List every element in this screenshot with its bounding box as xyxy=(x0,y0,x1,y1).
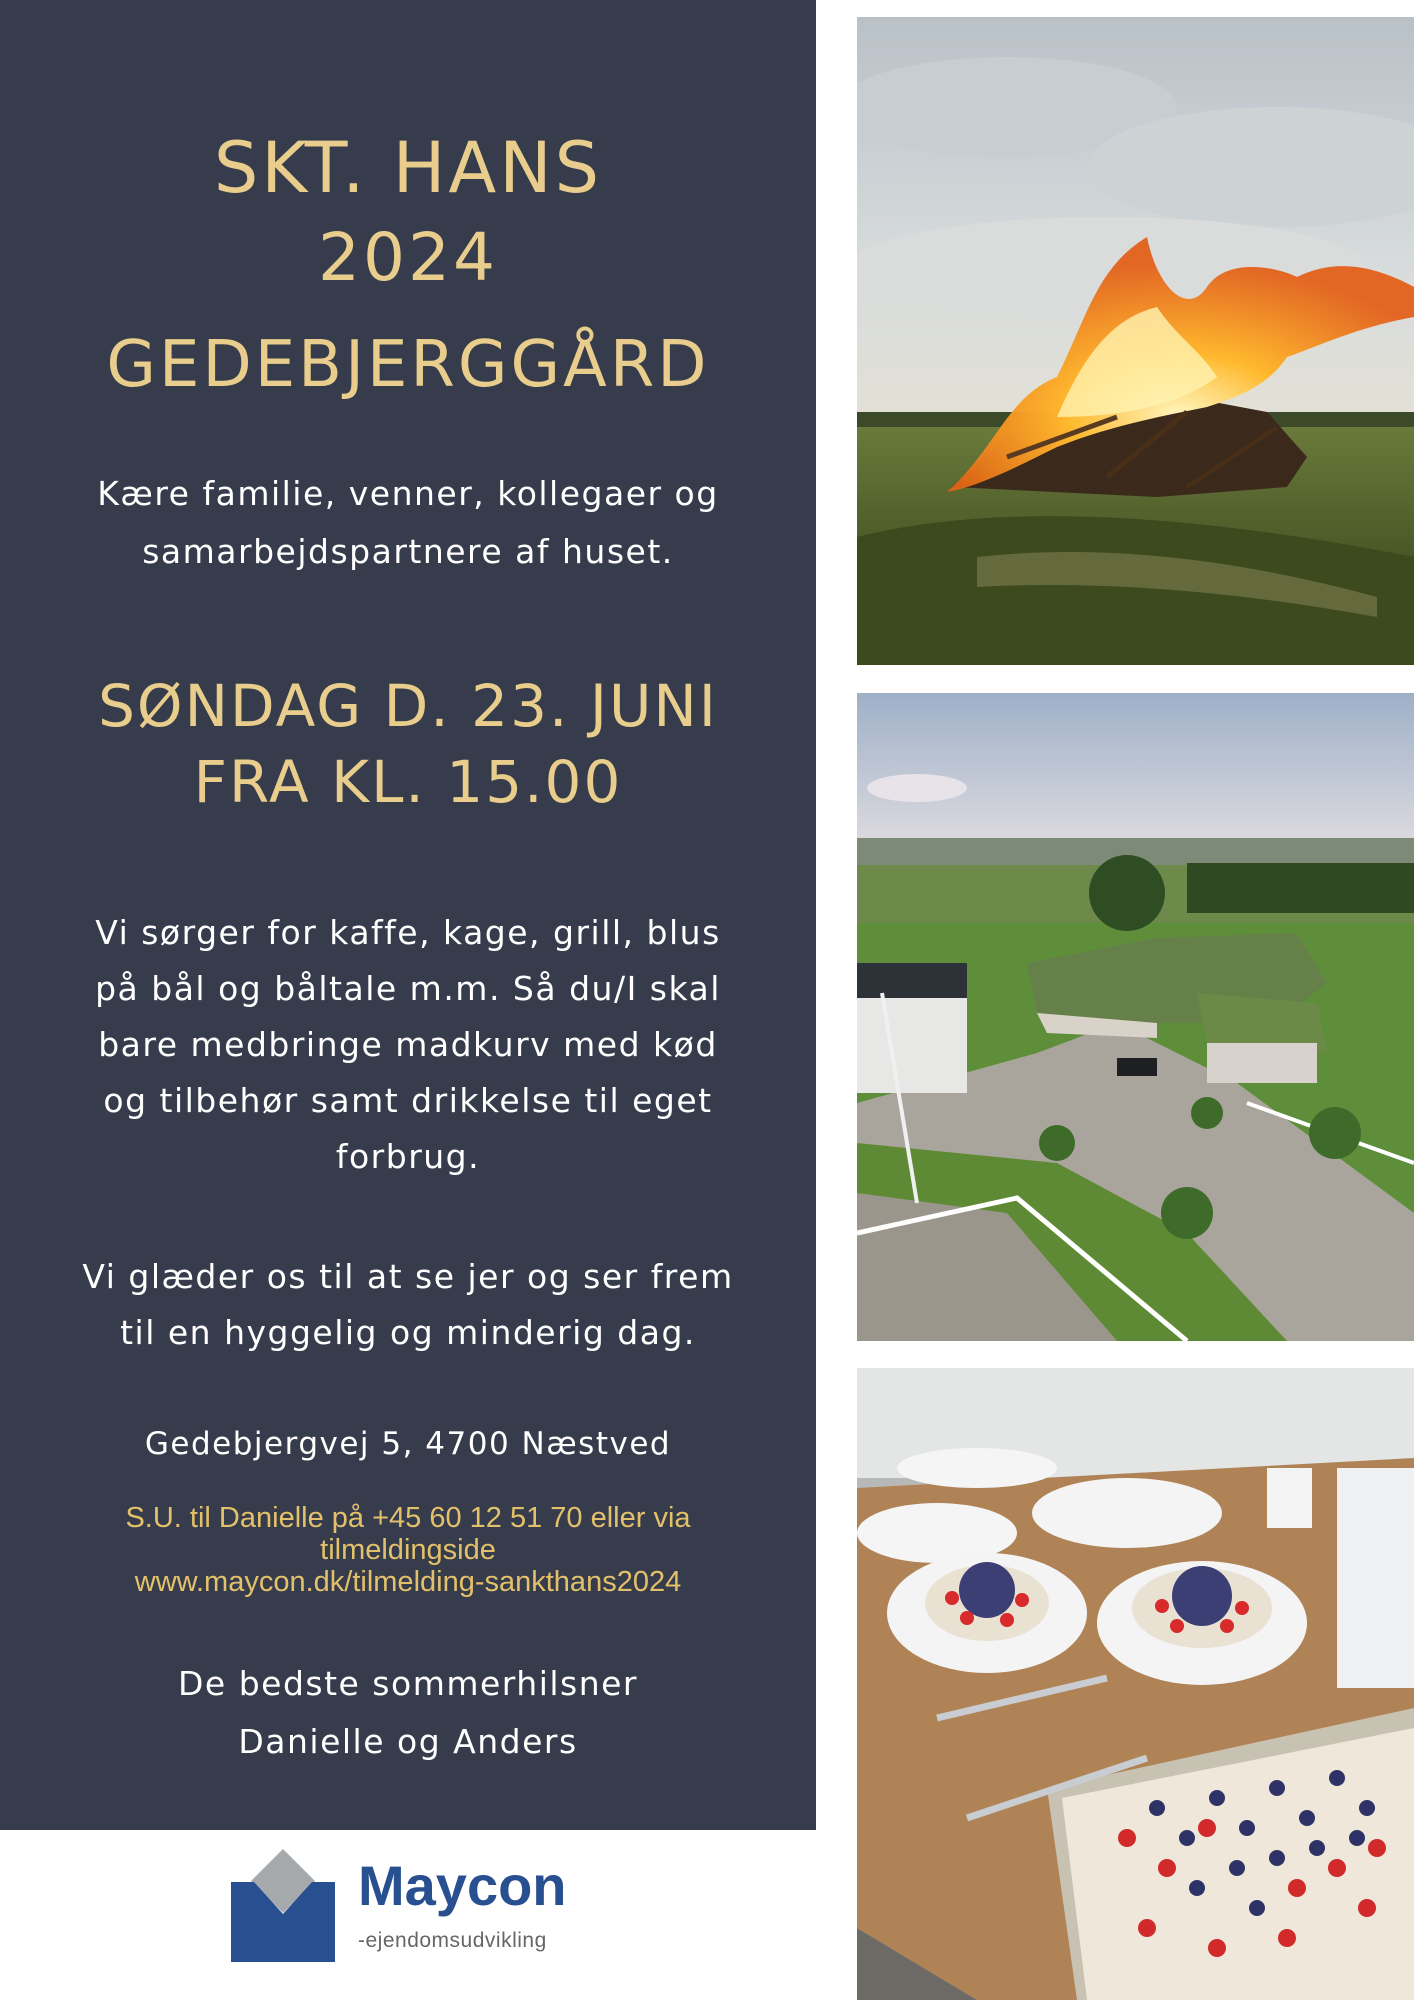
details-line: bare medbringe madkurv med kød xyxy=(98,1025,718,1064)
details-line: Vi sørger for kaffe, kage, grill, blus xyxy=(95,913,721,952)
venue-title: GEDEBJERGGÅRD xyxy=(106,328,710,402)
event-year: 2024 xyxy=(318,219,498,296)
rsvp-line: tilmeldingside xyxy=(320,1534,496,1566)
time-line: FRA KL. 15.00 xyxy=(193,748,623,816)
maycon-logo xyxy=(228,1844,608,1964)
greeting-line: De bedste sommerhilsner xyxy=(177,1664,639,1703)
details-line: forbrug. xyxy=(335,1137,481,1176)
maycon-logo-icon xyxy=(228,1844,338,1964)
event-title: SKT. HANS xyxy=(213,127,603,209)
event-date xyxy=(0,668,816,820)
intro-line: Kære familie, venner, kollegaer og xyxy=(97,474,719,513)
closing-line: Vi glæder os til at se jer og ser frem xyxy=(82,1257,734,1296)
brand-name: Maycon xyxy=(358,1854,567,1917)
rsvp-text xyxy=(30,1502,786,1598)
details-text xyxy=(50,905,766,1185)
closing-line: til en hyggelig og minderig dag. xyxy=(120,1313,696,1352)
intro-text xyxy=(40,465,776,581)
brand-tagline: -ejendomsudvikling xyxy=(358,1929,547,1952)
cakes-photo xyxy=(857,1368,1414,2000)
address: Gedebjergvej 5, 4700 Næstved xyxy=(144,1426,672,1462)
intro-line: samarbejdspartnere af huset. xyxy=(142,532,674,571)
rsvp-line: S.U. til Danielle på +45 60 12 51 70 eller via xyxy=(125,1502,691,1534)
signature: Danielle og Anders xyxy=(238,1722,578,1761)
bonfire-photo xyxy=(857,17,1414,665)
closing-text xyxy=(40,1249,776,1361)
farmhouse-photo xyxy=(857,693,1414,1341)
date-line: SØNDAG D. 23. JUNI xyxy=(98,672,718,740)
details-line: på bål og båltale m.m. Så du/I skal xyxy=(95,969,721,1008)
greeting xyxy=(0,1655,816,1771)
rsvp-link[interactable]: www.maycon.dk/tilmelding-sankthans2024 xyxy=(134,1566,682,1598)
details-line: og tilbehør samt drikkelse til eget xyxy=(103,1081,713,1120)
